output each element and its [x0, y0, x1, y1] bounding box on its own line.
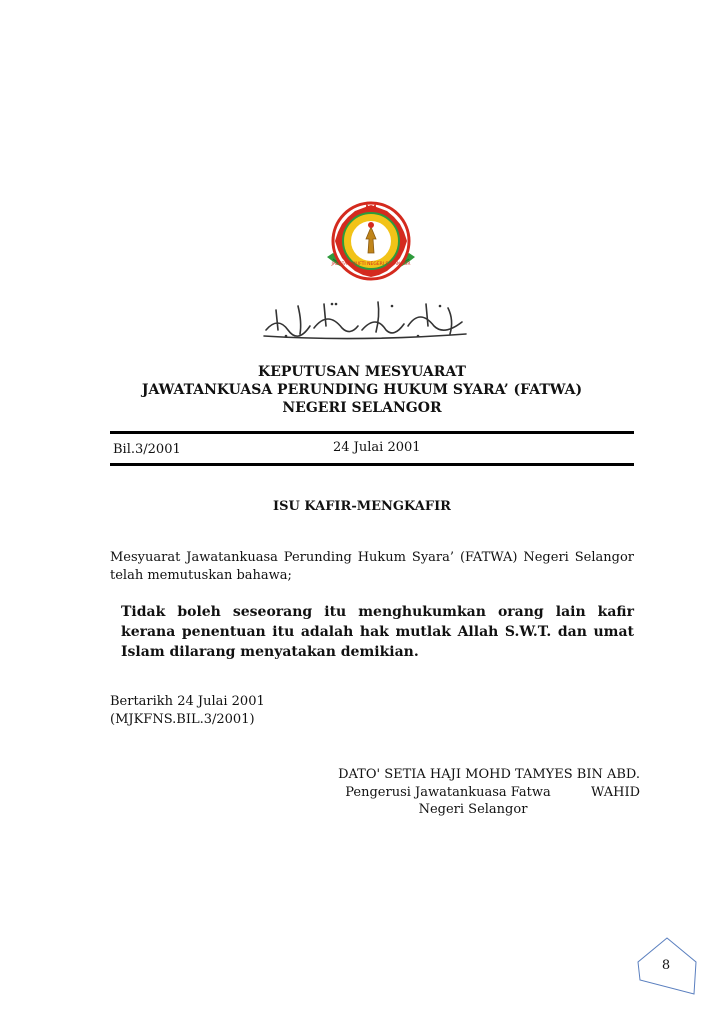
bottom-rule — [110, 463, 634, 466]
signatory-state: Negeri Selangor — [418, 802, 528, 817]
dated-line: Bertarikh 24 Julai 2001 — [110, 694, 265, 709]
jawi-calligraphy-logo — [258, 296, 472, 344]
signatory-title: Pengerusi Jawatankuasa Fatwa — [345, 785, 551, 800]
heading-line-3: NEGERI SELANGOR — [282, 400, 442, 416]
page-number: 8 — [661, 958, 671, 973]
svg-text:JABATAN MUFTI NEGERI SELANGOR: JABATAN MUFTI NEGERI SELANGOR — [331, 262, 411, 267]
issue-title: ISU KAFIR-MENGKAFIR — [273, 499, 451, 514]
heading-line-2: JAWATANKUASA PERUNDING HUKUM SYARA’ (FATWA) — [141, 382, 583, 398]
selangor-mufti-crest-icon — [323, 197, 419, 283]
reference-number: (MJKFNS.BIL.3/2001) — [110, 712, 255, 727]
meeting-date: 24 Julai 2001 — [333, 440, 421, 455]
ruling-paragraph: Tidak boleh seseorang itu menghukumkan orang lain kafir kerana penentuan itu adalah hak mutlak Allah S.W.T. dan umat Islam dilarang menyatakan demikian. — [121, 604, 634, 660]
signatory-name: DATO' SETIA HAJI MOHD TAMYES BIN ABD. WAHID — [338, 767, 640, 800]
heading-line-1: KEPUTUSAN MESYUARAT — [258, 364, 466, 380]
top-rule — [110, 431, 634, 434]
intro-paragraph: Mesyuarat Jawatankuasa Perunding Hukum Syara’ (FATWA) Negeri Selangor telah memutuskan bahawa; — [110, 550, 634, 583]
bil-number: Bil.3/2001 — [113, 442, 181, 457]
